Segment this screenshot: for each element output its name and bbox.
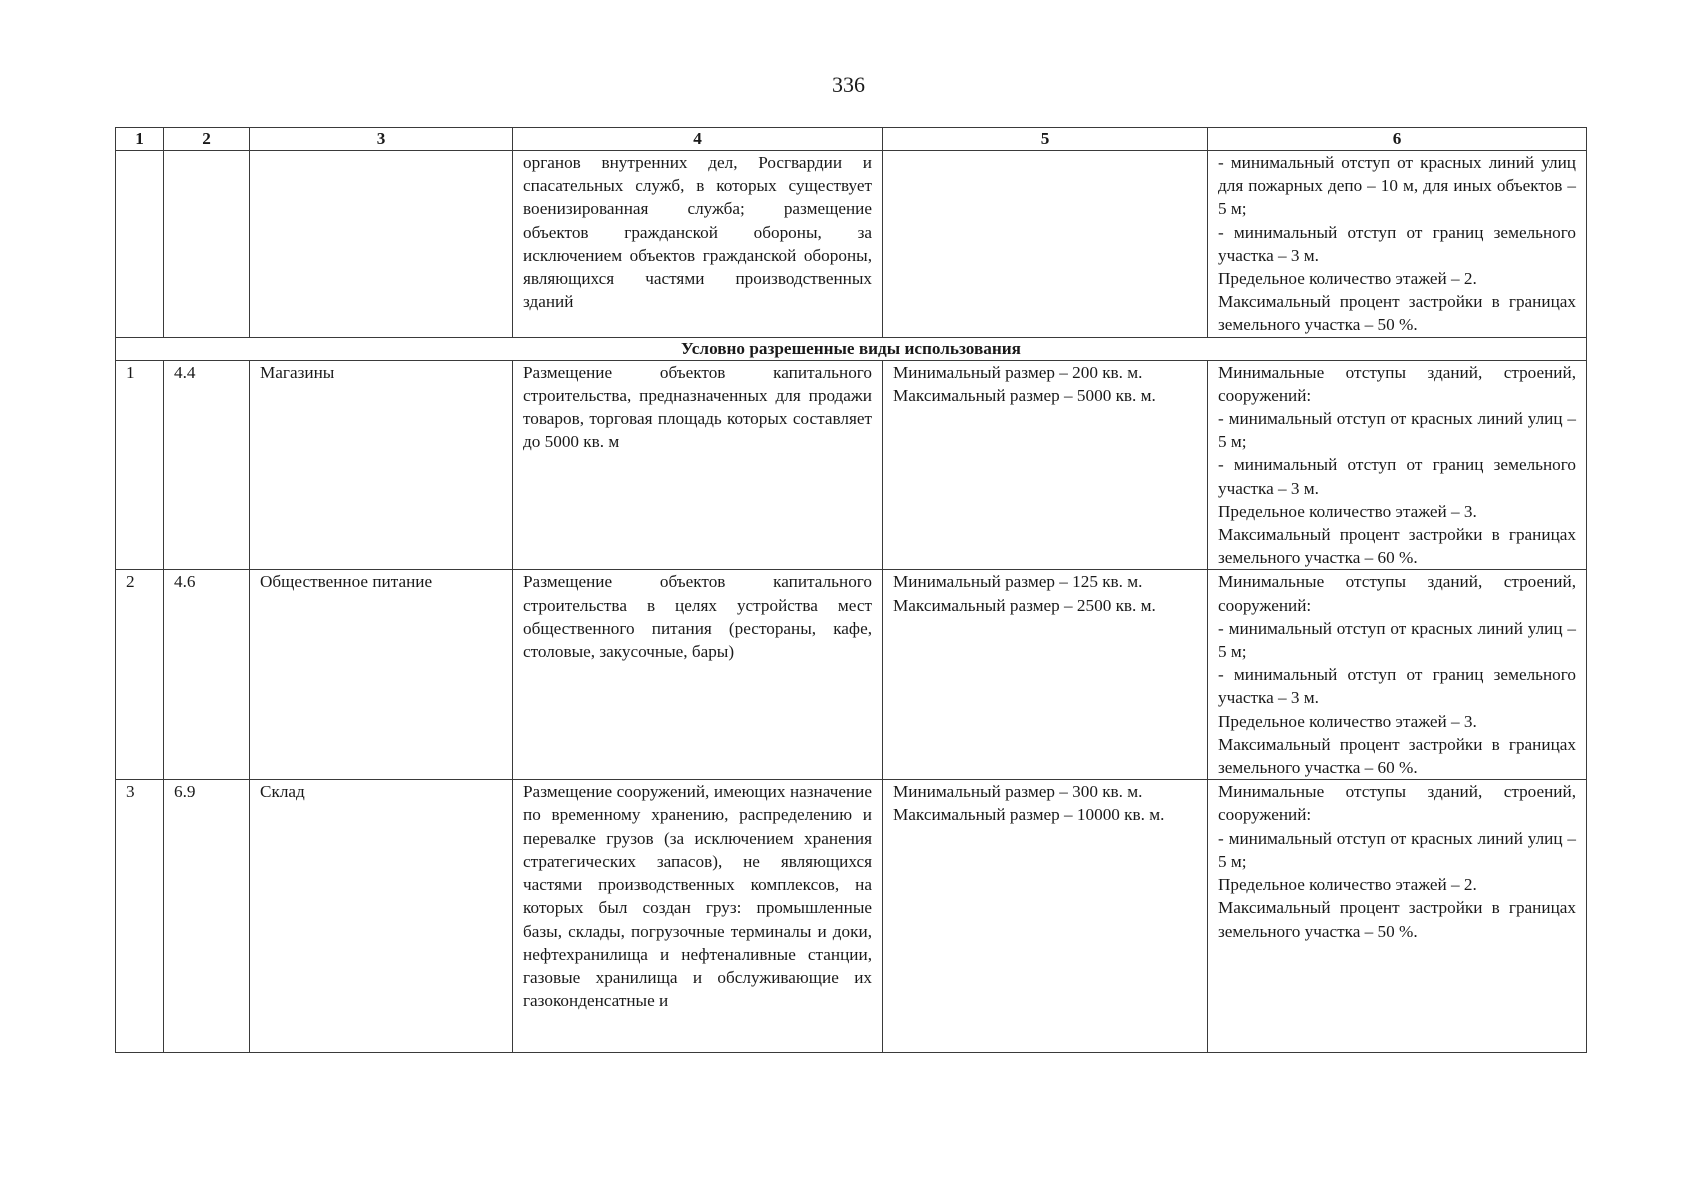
description-cell: органов внутренних дел, Росгвардии и спасательных служб, в которых существует военизированная служба; размещение объектов гражданской обороны, за исключением объектов гражданской обороны, являющихся частями производственных зданий — [523, 153, 872, 312]
column-header: 1 — [116, 128, 164, 151]
parameter-line: Предельное количество этажей – 3. — [1218, 501, 1477, 521]
use-name: Магазины — [250, 360, 513, 570]
description-cell: Размещение сооружений, имеющих назначение по временному хранению, распределению и перевалке грузов (за исключением хранения стратегических запасов), не являющихся частями производственных комплексов, на которых был создан груз: промышленные базы, склады, погрузочные терминалы и доки, нефтехранилища и нефтеналивные станции, газовые хранилища и обслуживающие их газоконденсатные и — [523, 782, 872, 1011]
page-number: 336 — [832, 72, 865, 97]
parameter-line: Минимальные отступы зданий, строений, сооружений: — [1218, 782, 1576, 825]
column-header: 6 — [1208, 128, 1587, 151]
size-line: Минимальный размер – 200 кв. м. — [893, 362, 1143, 382]
parameter-line: Предельное количество этажей – 2. — [1218, 875, 1477, 895]
parameter-line: Минимальные отступы зданий, строений, сооружений: — [1218, 362, 1576, 405]
description-cell: Размещение объектов капитального строительства, предназначенных для продажи товаров, торговая площадь которых составляет до 5000 кв. м — [523, 362, 872, 452]
size-line: Максимальный размер – 5000 кв. м. — [893, 385, 1156, 405]
parameter-line: Предельное количество этажей – 3. — [1218, 711, 1477, 731]
row-number: 3 — [116, 780, 164, 1053]
land-use-table — [115, 127, 1587, 1053]
size-line: Минимальный размер – 300 кв. м. — [893, 782, 1143, 802]
parameter-line: - минимальный отступ от красных линий улиц для пожарных депо – 10 м, для иных объектов – 5 м; — [1218, 153, 1576, 219]
parameter-line: Максимальный процент застройки в границах земельного участка – 60 %. — [1218, 734, 1576, 778]
parameter-line: - минимальный отступ от границ земельного участка – 3 м. — [1218, 222, 1576, 265]
size-line: Максимальный размер – 10000 кв. м. — [893, 805, 1165, 825]
use-name: Общественное питание — [250, 570, 513, 780]
column-header: 3 — [250, 128, 513, 151]
parameter-line: - минимальный отступ от красных линий улиц – 5 м; — [1218, 828, 1576, 871]
size-line: Максимальный размер – 2500 кв. м. — [893, 595, 1156, 615]
section-row — [116, 337, 1587, 360]
row-number: 1 — [116, 360, 164, 570]
table-row — [116, 570, 1587, 780]
size-cell — [883, 360, 1208, 570]
parameter-line: - минимальный отступ от красных линий улиц – 5 м; — [1218, 409, 1576, 452]
parameters-cell — [1208, 360, 1587, 570]
table-row — [116, 780, 1587, 1053]
parameter-line: - минимальный отступ от границ земельного участка – 3 м. — [1218, 455, 1576, 498]
parameters-cell — [1208, 570, 1587, 780]
column-header: 2 — [164, 128, 250, 151]
use-name: Склад — [250, 780, 513, 1053]
size-cell — [883, 570, 1208, 780]
column-header: 5 — [883, 128, 1208, 151]
parameter-line: Максимальный процент застройки в границах земельного участка – 60 %. — [1218, 525, 1576, 568]
parameter-line: - минимальный отступ от границ земельного участка – 3 м. — [1218, 665, 1576, 708]
use-code: 4.4 — [164, 360, 250, 570]
parameter-line: Минимальные отступы зданий, строений, сооружений: — [1218, 572, 1576, 615]
parameter-line: - минимальный отступ от красных линий улиц – 5 м; — [1218, 618, 1576, 662]
parameter-line: Максимальный процент застройки в границах земельного участка – 50 %. — [1218, 292, 1576, 335]
parameters-cell — [1208, 151, 1587, 338]
table-header-row — [116, 128, 1587, 151]
column-header: 4 — [513, 128, 883, 151]
size-line: Минимальный размер – 125 кв. м. — [893, 572, 1143, 592]
size-cell — [883, 780, 1208, 1053]
table-row — [116, 360, 1587, 570]
use-code: 4.6 — [164, 570, 250, 780]
use-code: 6.9 — [164, 780, 250, 1053]
section-title: Условно разрешенные виды использования — [116, 337, 1587, 360]
row-number: 2 — [116, 570, 164, 780]
table-row-continuation — [116, 151, 1587, 338]
parameter-line: Предельное количество этажей – 2. — [1218, 269, 1477, 289]
description-cell: Размещение объектов капитального строительства в целях устройства мест общественного питания (рестораны, кафе, столовые, закусочные, бары) — [523, 572, 872, 662]
parameter-line: Максимальный процент застройки в границах земельного участка – 50 %. — [1218, 898, 1576, 941]
parameters-cell — [1208, 780, 1587, 1053]
